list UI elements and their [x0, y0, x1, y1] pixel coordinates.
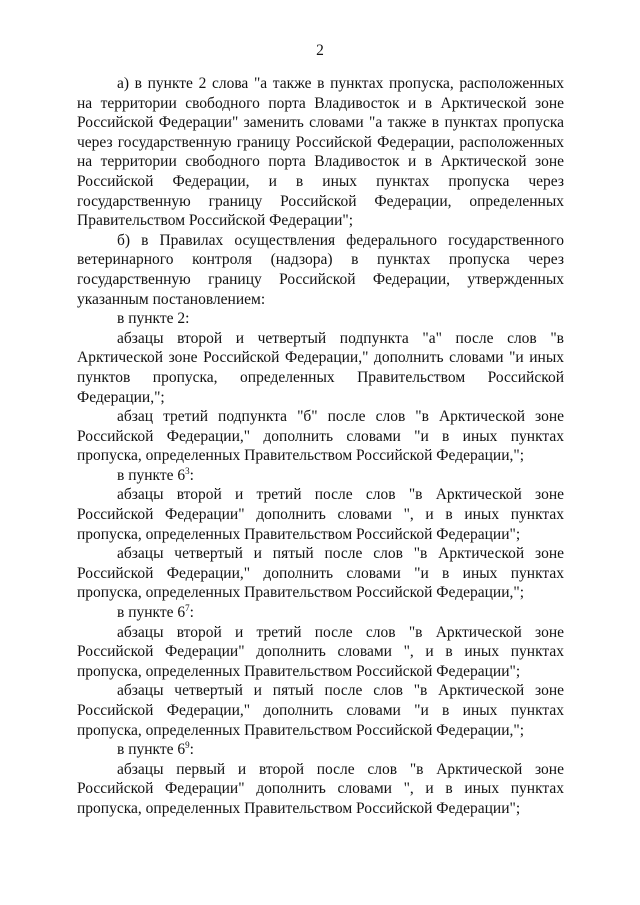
paragraph-point-2-heading: в пункте 2: — [117, 310, 190, 328]
paragraph-point-6-3-item-2: абзацы четвертый и пятый после слов "в Арктической зоне Российской Федерации," дополнить словами "и в иных пунктах пропуска, определенных Правительством Российской Федерации,"; — [77, 545, 564, 602]
heading-text: в пункте 6 — [117, 604, 186, 622]
paragraph-point-6-7-item-1: абзацы второй и третий после слов "в Арктической зоне Российской Федерации" дополнить словами ", и в иных пунктах пропуска, определенных Правительством Российской Федерации"; — [77, 623, 564, 680]
page-number: 2 — [316, 42, 324, 59]
paragraph-point-2-item-b: абзац третий подпункта "б" после слов "в Арктической зоне Российской Федерации," дополнить словами "и в иных пунктах пропуска, определенных Правительством Российской Федерации,"; — [77, 408, 564, 465]
paragraph-amendment-a: а) в пункте 2 слова "а также в пунктах пропуска, расположенных на территории свободного порта Владивосток и в Арктической зоне Российской Федерации" заменить словами "а также в пунктах пропуска через государственную границу Российской Федерации, расположенных на территории свободного порта Владивосток и в Арктической зоне Российской Федерации, и в иных пунктах пропуска через государственную границу Российской Федерации, определенных Правительством Российской Федерации"; — [77, 75, 564, 230]
heading-text: в пункте 6 — [117, 466, 186, 484]
paragraph-point-2-item-a: абзацы второй и четвертый подпункта "а" после слов "в Арктической зоне Российской Федерации," дополнить словами "и иных пунктов пропуска, определенных Правительством Российской Федерации,"; — [77, 329, 564, 406]
heading-colon: : — [189, 604, 194, 622]
superscript-index: 7 — [185, 602, 190, 613]
superscript-index: 9 — [185, 740, 190, 751]
document-body — [77, 74, 564, 819]
superscript-index: 3 — [185, 465, 190, 476]
paragraph-amendment-b: б) в Правилах осуществления федерального государственного ветеринарного контроля (надзора) в пунктах пропуска через государственную границу Российской Федерации, утвержденных указанным постановлением: — [77, 231, 564, 308]
heading-colon: : — [189, 466, 194, 484]
paragraph-point-6-3-item-1: абзацы второй и третий после слов "в Арктической зоне Российской Федерации" дополнить словами ", и в иных пунктах пропуска, определенных Правительством Российской Федерации"; — [77, 486, 564, 543]
paragraph-point-6-9-heading — [77, 740, 564, 760]
heading-colon: : — [189, 741, 194, 759]
paragraph-point-6-7-heading — [77, 603, 564, 623]
paragraph-point-6-9-item-1: абзацы первый и второй после слов "в Арктической зоне Российской Федерации" дополнить словами ", и в иных пунктах пропуска, определенных Правительством Российской Федерации"; — [77, 760, 564, 817]
paragraph-point-6-3-heading — [77, 466, 564, 486]
paragraph-point-6-7-item-2: абзацы четвертый и пятый после слов "в Арктической зоне Российской Федерации," дополнить словами "и в иных пунктах пропуска, определенных Правительством Российской Федерации,"; — [77, 682, 564, 739]
heading-text: в пункте 6 — [117, 741, 186, 759]
